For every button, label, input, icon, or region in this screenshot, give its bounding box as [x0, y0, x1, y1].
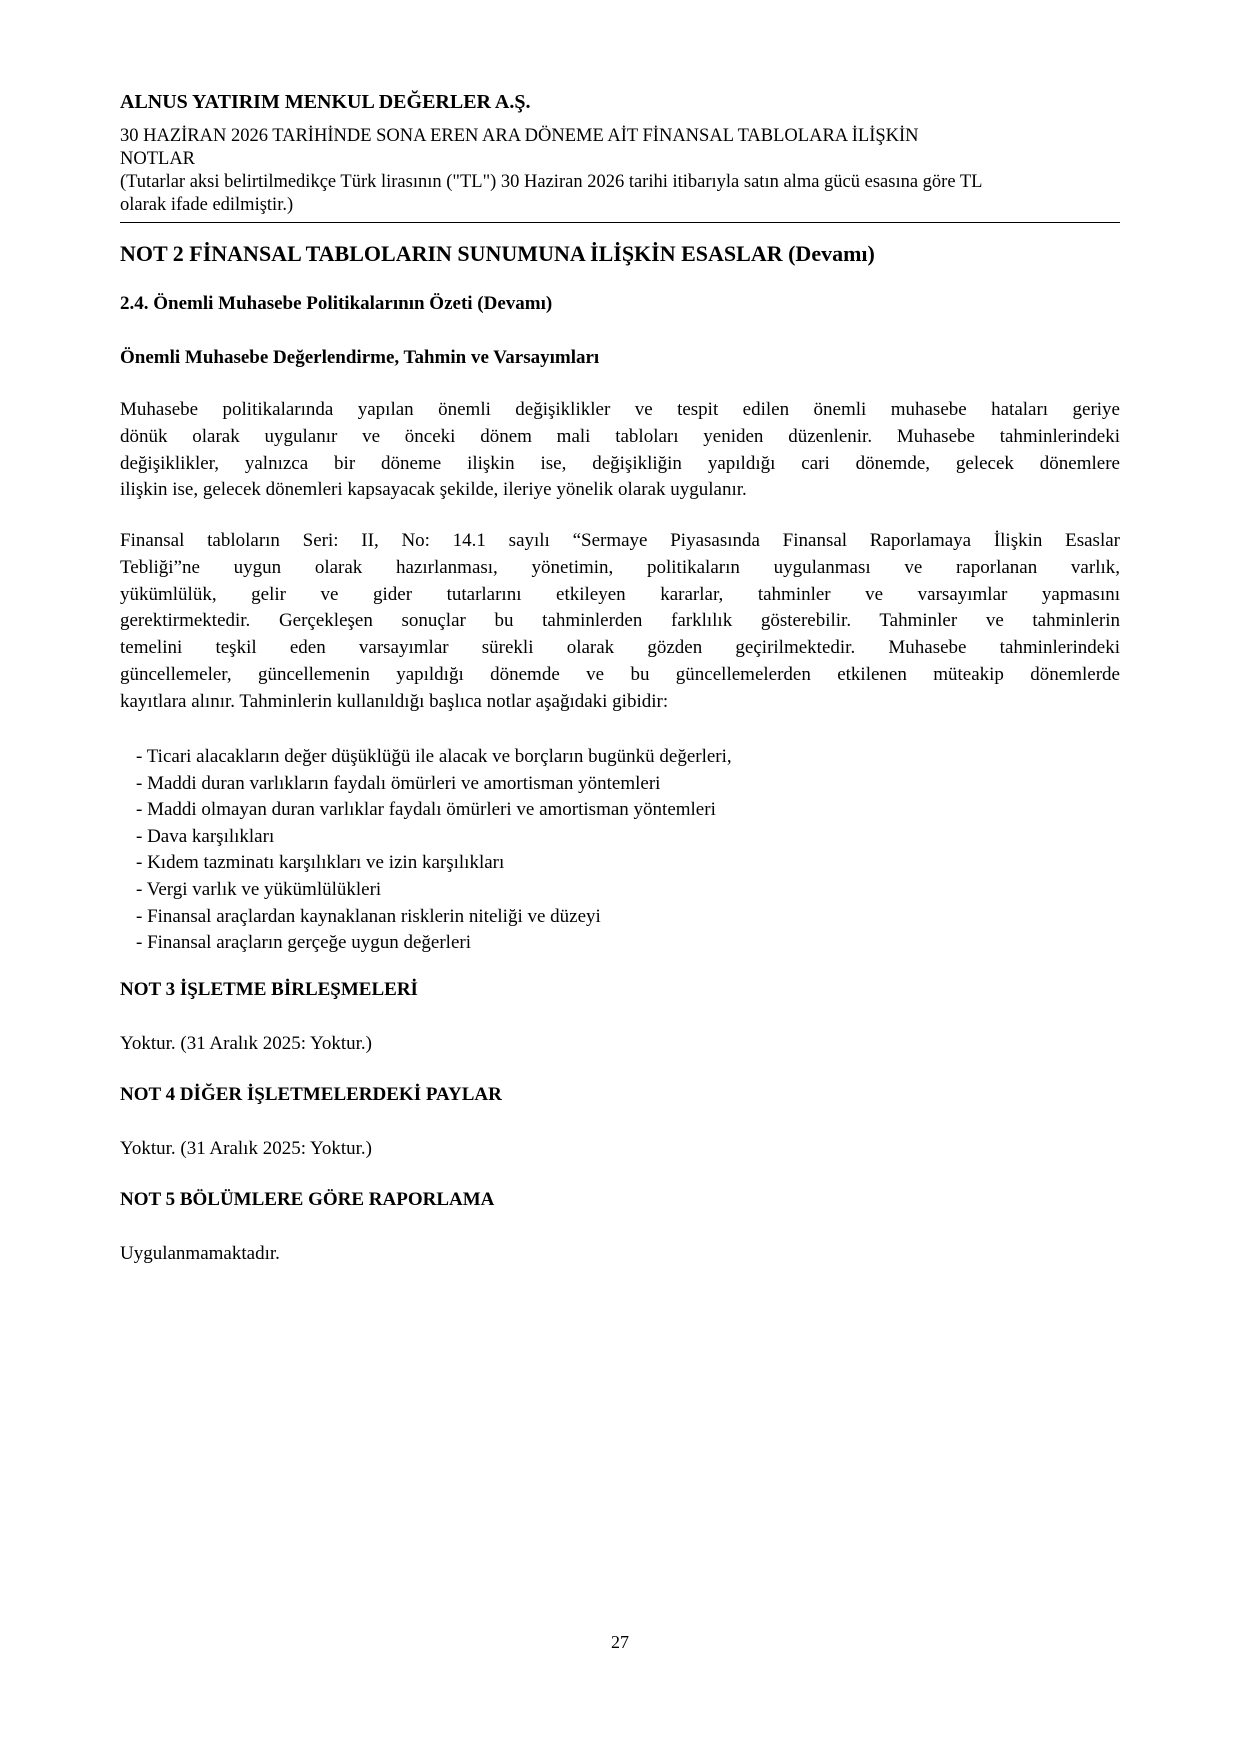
paragraph-line: değişiklikler, yalnızca bir döneme ilişkin ise, değişikliğin yapıldığı cari dönemde, gelecek dönemlere	[120, 452, 1120, 474]
subtitle-line: olarak ifade edilmiştir.)	[120, 195, 294, 215]
paragraph-line: Tebliği”ne uygun olarak hazırlanması, yönetimin, politikaların uygulanması ve raporlanan varlık,	[120, 556, 1120, 578]
subtitle-line: NOTLAR	[120, 149, 196, 169]
section-2-4-title: 2.4. Önemli Muhasebe Politikalarının Özeti (Devamı)	[120, 293, 553, 314]
note-3-text: Yoktur. (31 Aralık 2025: Yoktur.)	[120, 1033, 372, 1054]
note-5-title: NOT 5 BÖLÜMLERE GÖRE RAPORLAMA	[120, 1189, 495, 1210]
note-2-title: NOT 2 FİNANSAL TABLOLARIN SUNUMUNA İLİŞKİN ESASLAR (Devamı)	[120, 241, 875, 266]
header-divider	[120, 222, 1120, 223]
paragraph-line: gerektirmektedir. Gerçekleşen sonuçlar bu tahminlerden farklılık gösterebilir. Tahminler ve tahminlerin	[120, 610, 1120, 632]
list-item: - Vergi varlık ve yükümlülükleri	[136, 878, 382, 900]
paragraph-line: kayıtlara alınır. Tahminlerin kullanıldığı başlıca notlar aşağıdaki gibidir:	[120, 690, 669, 712]
list-item: - Maddi olmayan duran varlıklar faydalı ömürleri ve amortisman yöntemleri	[136, 799, 716, 821]
paragraph-accounting-changes	[120, 397, 1120, 504]
list-item: - Finansal araçlardan kaynaklanan risklerin niteliği ve düzeyi	[136, 905, 601, 927]
list-item: - Kıdem tazminatı karşılıkları ve izin karşılıkları	[136, 852, 505, 874]
subtitle-line: 30 HAZİRAN 2026 TARİHİNDE SONA EREN ARA DÖNEME AİT FİNANSAL TABLOLARA İLİŞKİN	[120, 126, 919, 146]
list-item: - Dava karşılıkları	[136, 825, 275, 847]
paragraph-line: Muhasebe politikalarında yapılan önemli değişiklikler ve tespit edilen önemli muhasebe hataları geriye	[120, 399, 1120, 420]
list-item: - Finansal araçların gerçeğe uygun değerleri	[136, 932, 471, 954]
paragraph-line: güncellemeler, güncellemenin yapıldığı dönemde ve bu güncellemelerden etkilenen müteakip dönemlerde	[120, 663, 1120, 685]
report-header-subtitle	[120, 125, 1120, 217]
estimates-list	[136, 744, 732, 957]
subsection-title: Önemli Muhasebe Değerlendirme, Tahmin ve Varsayımları	[120, 347, 600, 368]
paragraph-estimates	[120, 528, 1120, 716]
list-item: - Maddi duran varlıkların faydalı ömürleri ve amortisman yöntemleri	[136, 772, 661, 794]
paragraph-line: Finansal tabloların Seri: II, No: 14.1 sayılı “Sermaye Piyasasında Finansal Raporlamaya İlişkin Esaslar	[120, 530, 1120, 551]
list-item: - Ticari alacakların değer düşüklüğü ile alacak ve borçların bugünkü değerleri,	[136, 746, 732, 767]
paragraph-line: ilişkin ise, gelecek dönemleri kapsayacak şekilde, ileriye yönelik olarak uygulanır.	[120, 479, 747, 501]
note-5-text: Uygulanmamaktadır.	[120, 1243, 280, 1264]
note-4-text: Yoktur. (31 Aralık 2025: Yoktur.)	[120, 1138, 372, 1159]
paragraph-line: dönük olarak uygulanır ve önceki dönem mali tabloları yeniden düzenlenir. Muhasebe tahminlerindeki	[120, 425, 1120, 447]
subtitle-line: (Tutarlar aksi belirtilmedikçe Türk lirasının ("TL") 30 Haziran 2026 tarihi itibarıyla satın alma gücü esasına göre TL	[120, 172, 983, 192]
page-number: 27	[611, 1632, 629, 1652]
document-page	[120, 0, 1120, 1755]
note-4-title: NOT 4 DİĞER İŞLETMELERDEKİ PAYLAR	[120, 1084, 502, 1105]
paragraph-line: yükümlülük, gelir ve gider tutarlarını etkileyen kararlar, tahminler ve varsayımlar yapmasını	[120, 583, 1120, 605]
company-name: ALNUS YATIRIM MENKUL DEĞERLER A.Ş.	[120, 91, 531, 113]
paragraph-line: temelini teşkil eden varsayımlar sürekli olarak gözden geçirilmektedir. Muhasebe tahminlerindeki	[120, 637, 1120, 659]
note-3-title: NOT 3 İŞLETME BİRLEŞMELERİ	[120, 979, 418, 1000]
